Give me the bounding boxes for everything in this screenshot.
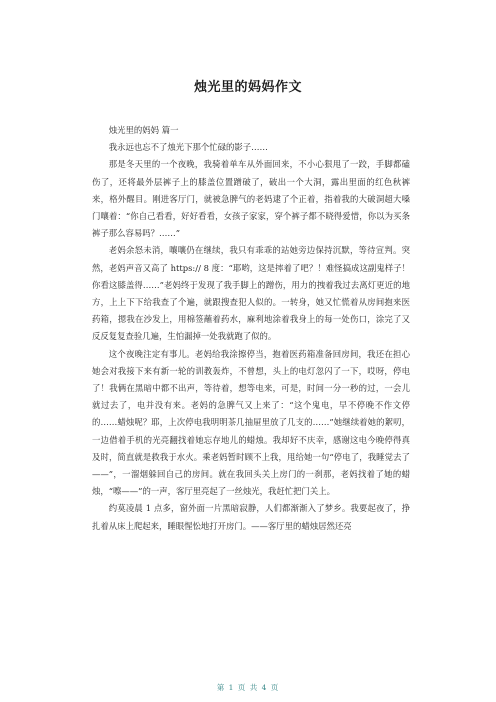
- paragraph-4: 这个夜晚注定有事儿。老妈给我涂擦停当，抱着医药箱准备回房间，我还在担心她会对我接下来有新一轮的训教轰炸，不曾想，头上的电灯忽闪了一下，哎呀，停电了！我俩在黑暗中都不出声，等待着，想等电来，可是，时间一分一秒的过，一会儿就过去了，电并没有来。老妈的急脾气又上来了：“这个鬼电，早不停晚不作文停的……蜡烛呢？耶，上次停电我明明茶几抽屉里放了几支的……”她继续着她的絮叨，一边借着手机的光亮翻找着她忘存地儿的蜡烛。我却好不庆幸，感谢这电今晚停得真及时，简直就是救我于水火。乘老妈暂时顾不上我，甩给她一句“停电了，我睡觉去了——”，一溜烟躲回自己的房间。就在我回头关上房门的一刹那，老妈找着了她的蜡烛，“嚓——”的一声，客厅里亮起了一丝烛光，我赶忙把门关上。: [92, 348, 410, 497]
- article-subtitle: 烛光里的妈妈 篇一: [108, 125, 179, 135]
- paragraph-3: 老妈余怒未消，嚷嚷仍在继续，我只有乖乖的站她旁边保持沉默，等待宣判。突然，老妈声音又高了 https:// 8 度：“耶哟，这是摔着了吧？！难怪搞成这副鬼样子！你看这膝盖得……”老妈终于发现了我手脚上的蹭伤，用力的拽着我过去离灯更近的地方，上上下下给我查了个遍，就跟搜查犯人似的。一转身，她又忙慌着从房间抱来医药箱，摁我在沙发上，用棉签蘸着药水，麻利地涂着我身上的每一处伤口，涂完了又反反复复查验几遍，生怕漏掉一处我就跑了似的。: [92, 245, 410, 342]
- page-title: 烛光里的妈妈作文: [193, 80, 302, 95]
- paragraph-1: 我永远也忘不了烛光下那个忙碌的影子……: [108, 142, 268, 153]
- paragraph-5: 约莫凌晨 1 点多，窗外面一片黑暗寂静，人们都渐渐入了梦乡。我要起夜了，挣扎着从床上爬起来，睡眼惺忪地打开房门。——客厅里的蜡烛居然还亮: [92, 503, 410, 531]
- paragraph-2: 那是冬天里的一个夜晚，我骑着单车从外面回来，不小心狠甩了一跤，手脚都磕伤了，还将最外层裤子上的膝盖位置蹭破了，破出一个大洞，露出里面的红色秋裤来，格外醒目。刚进客厅门，就被急脾气的老妈逮了个正着，指着我的大破洞超大嗓门嚷着：“你自己看看，好好看看，女孩子家家，穿个裤子都不晓得爱惜，你以为买条裤子那么容易吗？……”: [92, 159, 410, 239]
- article-body: [92, 122, 410, 535]
- page-footer: 第 1 页 共 4 页: [216, 683, 280, 692]
